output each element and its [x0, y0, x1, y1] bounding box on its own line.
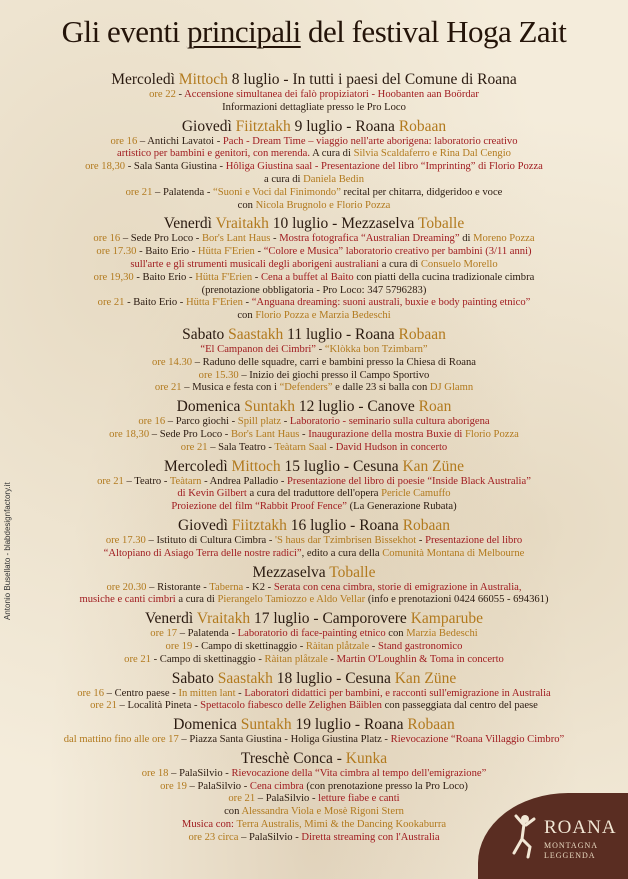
text-segment: ore 21: [97, 297, 125, 309]
text-segment: Cena a buffet al Baito: [260, 271, 354, 283]
text-segment: Kan Züne: [402, 457, 465, 475]
title-part: Gli eventi: [61, 14, 187, 49]
event-line: [6, 310, 622, 323]
event-line: [6, 594, 622, 607]
day-heading: [6, 326, 622, 344]
event-line: [6, 102, 622, 115]
text-segment: ore 21: [154, 382, 182, 394]
text-segment: recital per chitarra, didgeridoo e voce: [340, 186, 503, 198]
event-day: [6, 215, 622, 323]
event-line: [6, 476, 622, 489]
text-segment: Proiezione del film “Rabbit Proof Fence”: [171, 501, 347, 513]
text-segment: Vraitakh: [215, 215, 269, 233]
event-line: [6, 187, 622, 200]
text-segment: 9 luglio - Roana: [290, 117, 399, 135]
text-segment: -: [327, 653, 337, 665]
text-segment: Robaan: [398, 117, 447, 135]
text-segment: -: [242, 297, 252, 309]
text-segment: Mittoch: [231, 457, 281, 475]
event-day: [6, 398, 622, 454]
text-segment: “Defenders”: [279, 382, 333, 394]
text-segment: Diretta streaming con l'Australia: [301, 831, 440, 843]
text-segment: -: [316, 343, 325, 355]
event-line: [6, 161, 622, 174]
event-day: [6, 71, 622, 115]
text-segment: con: [385, 628, 407, 640]
text-segment: Teàtarn: [169, 475, 202, 487]
text-segment: Spettacolo fiabesco delle Zelighen Bäiblen: [200, 700, 382, 712]
text-segment: - Andrea Palladio -: [201, 475, 288, 487]
text-segment: ore 21: [90, 700, 117, 712]
text-segment: 18 luglio - Cesuna: [272, 669, 395, 687]
text-segment: -: [254, 246, 264, 258]
text-segment: ore 16: [110, 135, 138, 147]
text-segment: – Sede Pro Loco -: [149, 428, 231, 440]
text-segment: – Teatro -: [123, 475, 170, 487]
text-segment: David Hudson in concerto: [335, 441, 448, 453]
text-segment: Spill platz: [237, 416, 282, 428]
event-line: [6, 297, 622, 310]
text-segment: Hütta F'Erien: [185, 297, 243, 309]
text-segment: ore 21: [124, 653, 151, 665]
event-day: [6, 716, 622, 747]
text-segment: con: [237, 310, 256, 322]
text-segment: Sabato: [171, 669, 218, 687]
text-segment: di Kevin Gilbert: [177, 488, 247, 500]
text-segment: 'S haus dar Tzimbrisen Bissekhot: [275, 534, 417, 546]
text-segment: – Sala Teatro -: [207, 441, 275, 453]
event-line: [6, 654, 622, 667]
text-segment: Comunità Montana di Melbourne: [382, 547, 525, 559]
text-segment: – PalaSilvio -: [168, 767, 232, 779]
day-heading: [6, 398, 622, 416]
text-segment: ore 20.30: [106, 581, 147, 593]
text-segment: a cura di: [175, 594, 218, 606]
text-segment: -: [326, 441, 336, 453]
text-segment: – PalaSilvio -: [255, 793, 319, 805]
event-line: [6, 200, 622, 213]
event-day: [6, 517, 622, 561]
text-segment: Rievocazione della “Vita cimbra al tempo dell'emigrazione”: [231, 767, 487, 779]
text-segment: Fiitztakh: [231, 516, 287, 534]
text-segment: Hütta F'Erien: [197, 246, 255, 258]
text-segment: ore 19: [165, 640, 193, 652]
text-segment: – Sede Pro Loco -: [120, 233, 202, 245]
event-day: [6, 670, 622, 714]
event-line: [6, 700, 622, 713]
text-segment: Laboratorio - seminario sulla cultura aborigena: [289, 416, 490, 428]
text-segment: a cura del traduttore dell'opera: [246, 488, 382, 500]
text-segment: con piatti della cucina tradizionale cimbra: [353, 271, 535, 283]
text-segment: 12 luglio - Canove: [295, 398, 419, 416]
text-segment: Bor's Lant Haus: [201, 233, 271, 245]
text-segment: Suntakh: [244, 398, 296, 416]
text-segment: Mittoch: [178, 71, 228, 88]
text-segment: “Klòkka bon Tzimbarn”: [324, 343, 428, 355]
day-heading: [6, 71, 622, 89]
text-segment: - Baito Erio -: [136, 246, 198, 258]
text-segment: Daniela Bedin: [303, 173, 365, 185]
event-line: [6, 233, 622, 246]
text-segment: – PalaSilvio -: [238, 831, 302, 843]
day-heading: [6, 670, 622, 688]
text-segment: - Campo di skettinaggio -: [192, 640, 306, 652]
text-segment: Accensione simultanea dei falò propiziatori - Hoobanten aan Boördar: [184, 89, 479, 100]
text-segment: sull'arte e gli strumenti musicali degli aborigeni australiani: [130, 258, 380, 270]
text-segment: Silvia Scaldaferro e Rina Dal Cengio: [353, 148, 511, 160]
event-day: [6, 610, 622, 666]
text-segment: - Campo di skettinaggio -: [150, 653, 265, 665]
text-segment: (con prenotazione presso la Pro Loco): [303, 780, 468, 792]
text-segment: ore 23 circa: [188, 831, 239, 843]
text-segment: Treschè Conca -: [240, 749, 346, 767]
logo-sub2: LEGGENDA: [544, 851, 596, 860]
text-segment: ore 14.30: [152, 356, 193, 368]
text-segment: -: [252, 271, 261, 283]
text-segment: 15 luglio - Cesuna: [280, 457, 403, 475]
text-segment: 11 luglio - Roana: [283, 325, 399, 343]
event-line: [6, 628, 622, 641]
text-segment: ore 18,30: [85, 161, 126, 173]
text-segment: e dalle 23 si balla con: [332, 382, 430, 394]
text-segment: – Ristorante -: [146, 581, 210, 593]
text-segment: ore 16: [93, 233, 121, 245]
text-segment: – PalaSilvio -: [186, 780, 250, 792]
dancer-icon: [508, 813, 538, 859]
text-segment: 19 luglio - Roana: [291, 716, 408, 734]
event-line: [6, 768, 622, 781]
logo-subtitle: [544, 841, 598, 861]
text-segment: “Altopiano di Asiago Terra delle nostre radici”: [103, 547, 302, 559]
day-heading: [6, 716, 622, 734]
text-segment: Musica con:: [181, 819, 237, 831]
text-segment: ore 19: [160, 780, 187, 792]
text-segment: ore 16: [77, 687, 105, 699]
text-segment: Ràitan plåtzale: [264, 653, 328, 665]
text-segment: Moreno Pozza: [473, 233, 535, 245]
page-title: [0, 14, 628, 50]
text-segment: Fiitztakh: [235, 117, 291, 135]
text-segment: (La Generazione Rubata): [346, 501, 457, 513]
text-segment: Sabato: [182, 325, 229, 343]
text-segment: 16 luglio - Roana: [286, 516, 403, 534]
event-line: [6, 259, 622, 272]
text-segment: Terra Australis, Mimi & the Dancing Kookaburra: [236, 819, 447, 831]
event-line: [6, 442, 622, 455]
text-segment: Mercoledì: [163, 457, 232, 475]
text-segment: Presentazione del libro: [425, 534, 523, 546]
text-segment: Kan Züne: [394, 669, 457, 687]
text-segment: (info e prenotazioni 0424 66055 - 694361): [365, 594, 549, 606]
text-segment: musiche e canti cimbri: [79, 594, 176, 606]
text-segment: Giovedì: [181, 117, 236, 135]
title-part: del festival Hoga Zait: [300, 14, 567, 49]
title-underlined: principali: [186, 14, 301, 49]
text-segment: -: [281, 416, 290, 428]
text-segment: – Località Pineta -: [116, 700, 201, 712]
text-segment: Martin O'Loughlin & Toma in concerto: [336, 653, 504, 665]
text-segment: - Sala Santa Giustina -: [125, 161, 226, 173]
text-segment: Kamparube: [410, 610, 483, 628]
day-heading: [6, 517, 622, 535]
text-segment: Vraitakh: [196, 610, 251, 628]
text-segment: Laboratori didattici per bambini, e racconti sull'emigrazione in Australia: [244, 687, 551, 699]
text-segment: ore 17.30: [96, 246, 137, 258]
text-segment: dal mattino fino alle ore 17: [63, 734, 179, 746]
text-segment: – Inizio dei giochi presso il Campo Sportivo: [238, 369, 430, 381]
text-segment: ore 21: [97, 475, 124, 487]
text-segment: -: [270, 233, 280, 245]
text-segment: -: [416, 534, 426, 546]
event-line: [6, 548, 622, 561]
text-segment: Toballe: [417, 215, 465, 233]
text-segment: Florio Pozza e Marzia Bedeschi: [255, 310, 391, 322]
text-segment: Hôliga Giustina saal - Presentazione del libro “Imprinting” di Florio Pozza: [225, 161, 543, 173]
text-segment: “Colore e Musica” laboratorio creativo per bambini (3/11 anni): [263, 246, 532, 258]
text-segment: ore 22: [149, 89, 176, 100]
text-segment: Stand gastronomico: [377, 640, 463, 652]
day-heading: [6, 610, 622, 628]
text-segment: Hütta F'Erien: [195, 271, 253, 283]
event-line: [6, 370, 622, 383]
text-segment: a cura di: [263, 173, 304, 185]
text-segment: Kunka: [345, 749, 388, 767]
text-segment: Consuelo Morello: [420, 258, 498, 270]
text-segment: Toballe: [329, 563, 376, 581]
text-segment: – Centro paese -: [104, 687, 179, 699]
event-line: [6, 488, 622, 501]
text-segment: ore 21: [228, 793, 256, 805]
event-line: [6, 272, 622, 285]
day-heading: [6, 215, 622, 233]
text-segment: Marzia Bedeschi: [406, 628, 478, 640]
text-segment: – Raduno delle squadre, carri e bambini presso la Chiesa di Roana: [192, 356, 476, 368]
text-segment: ore 16: [138, 416, 166, 428]
day-heading: [6, 564, 622, 582]
text-segment: – Parco giochi -: [165, 416, 238, 428]
event-line: [6, 582, 622, 595]
text-segment: -: [235, 687, 245, 699]
text-segment: 17 luglio - Camporovere: [250, 610, 411, 628]
text-segment: di: [459, 233, 474, 245]
text-segment: Presentazione del libro di poesie “Inside Black Australia”: [287, 475, 531, 487]
text-segment: Robaan: [407, 716, 455, 734]
text-segment: letture fiabe e canti: [318, 793, 400, 805]
text-segment: Robaan: [398, 325, 446, 343]
text-segment: – Palatenda -: [177, 628, 238, 640]
text-segment: ore 19,30: [93, 271, 134, 283]
text-segment: Pierangelo Tamiozzo e Aldo Vellar: [217, 594, 366, 606]
day-heading: [6, 750, 622, 768]
text-segment: Teàtarn Saal: [274, 441, 327, 453]
event-line: [6, 136, 622, 149]
text-segment: – Antichi Lavatoi -: [137, 135, 223, 147]
text-segment: – Istituto di Cultura Cimbra -: [145, 534, 276, 546]
text-segment: Domenica: [176, 398, 245, 416]
text-segment: Serata con cena cimbra, storie di emigrazione in Australia,: [273, 581, 522, 593]
day-heading: [6, 118, 622, 136]
text-segment: Saastakh: [228, 325, 284, 343]
text-segment: con: [237, 199, 256, 211]
event-line: [6, 357, 622, 370]
text-segment: – Palatenda -: [152, 186, 213, 198]
text-segment: Saastakh: [217, 669, 273, 687]
event-line: [6, 89, 622, 102]
text-segment: ore 21: [180, 441, 208, 453]
text-segment: Suntakh: [240, 716, 292, 734]
event-day: [6, 458, 622, 514]
event-day: [6, 118, 622, 213]
event-line: [6, 148, 622, 161]
text-segment: ore 15.30: [198, 369, 239, 381]
text-segment: “Anguana dreaming: suoni australi, buxie e body painting etnico”: [251, 297, 531, 309]
text-segment: Taberna: [209, 581, 244, 593]
text-segment: Mezzaselva: [252, 563, 330, 581]
text-segment: In mitten lant: [178, 687, 236, 699]
logo-sub1: MONTAGNA: [544, 841, 599, 850]
text-segment: con: [224, 806, 242, 818]
text-segment: Alessandra Viola e Mosè Rigoni Stern: [241, 806, 404, 818]
text-segment: DJ Glamn: [429, 382, 474, 394]
event-line: [6, 688, 622, 701]
text-segment: con passeggiata dal centro del paese: [381, 700, 538, 712]
text-segment: Giovedì: [177, 516, 232, 534]
event-line: [6, 382, 622, 395]
text-segment: A cura di: [310, 148, 354, 160]
text-segment: -: [369, 640, 378, 652]
text-segment: ore 18,30: [109, 428, 150, 440]
event-line: [6, 246, 622, 259]
text-segment: Nicola Brugnolo e Florio Pozza: [255, 199, 391, 211]
event-day: [6, 564, 622, 608]
text-segment: Informazioni dettagliate presso le Pro Loco: [222, 101, 406, 113]
event-line: [6, 734, 622, 747]
text-segment: ore 17.30: [105, 534, 146, 546]
text-segment: -: [299, 428, 309, 440]
logo-name: ROANA: [544, 817, 617, 838]
text-segment: Mercoledì: [111, 71, 179, 88]
text-segment: – Musica e festa con i: [181, 382, 280, 394]
text-segment: ore 17: [150, 628, 178, 640]
text-segment: , edito a cura della: [301, 547, 383, 559]
credit-text: Antonio Busellato - blabdesignfactory.it: [3, 482, 12, 620]
text-segment: Robaan: [402, 516, 451, 534]
text-segment: Pericle Camuffo: [381, 488, 451, 500]
event-line: [6, 501, 622, 514]
text-segment: a cura di: [379, 258, 421, 270]
event-line: [6, 174, 622, 187]
text-segment: 10 luglio - Mezzaselva: [268, 215, 418, 233]
text-segment: “El Campanon dei Cimbri”: [200, 343, 316, 355]
event-line: [6, 285, 622, 298]
text-segment: artistico per bambini e genitori, con merenda.: [117, 148, 311, 160]
text-segment: ore 21: [125, 186, 153, 198]
event-line: [6, 641, 622, 654]
text-segment: Ràitan plåtzale: [305, 640, 370, 652]
text-segment: 8 luglio - In tutti i paesi del Comune di Roana: [227, 71, 517, 88]
text-segment: Venerdì: [145, 610, 197, 628]
day-heading: [6, 458, 622, 476]
text-segment: Domenica: [173, 716, 241, 734]
text-segment: – Piazza Santa Giustina - Holiga Giustina Platz -: [178, 734, 391, 746]
text-segment: Mostra fotografica “Australian Dreaming”: [279, 233, 460, 245]
event-day: [6, 326, 622, 395]
text-segment: - Baito Erio -: [124, 297, 186, 309]
event-line: [6, 344, 622, 357]
event-line: [6, 535, 622, 548]
text-segment: Laboratorio di face-painting etnico: [237, 628, 386, 640]
text-segment: Florio Pozza: [465, 428, 519, 440]
text-segment: Bor's Lant Haus: [230, 428, 300, 440]
text-segment: -: [175, 89, 185, 100]
text-segment: Cena cimbra: [249, 780, 304, 792]
text-segment: Roan: [418, 398, 452, 416]
events-list: [6, 68, 622, 845]
text-segment: - K2 -: [243, 581, 274, 593]
event-line: [6, 781, 622, 794]
text-segment: ore 18: [141, 767, 169, 779]
text-segment: “Suoni e Voci dal Finimondo”: [213, 186, 341, 198]
text-segment: - Baito Erio -: [133, 271, 196, 283]
text-segment: Venerdì: [163, 215, 216, 233]
event-line: [6, 416, 622, 429]
text-segment: Inaugurazione della mostra Buxie di: [308, 428, 463, 440]
text-segment: Rievocazione “Roana Villaggio Cimbro”: [390, 734, 565, 746]
event-line: [6, 429, 622, 442]
text-segment: (prenotazione obbligatoria - Pro Loco: 347 5796283): [201, 284, 427, 296]
text-segment: Pach - Dream Time – viaggio nell'arte aborigena: laboratorio creativo: [222, 135, 518, 147]
